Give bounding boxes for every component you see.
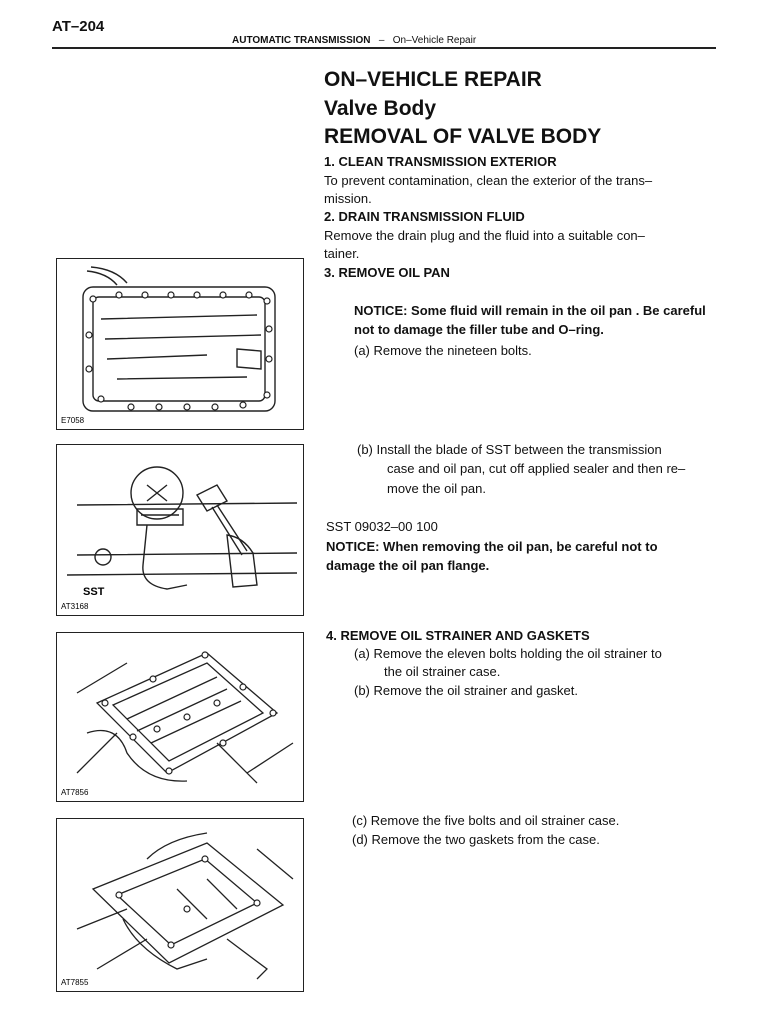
step-4-substep-c: (c) Remove the five bolts and oil strainer case. bbox=[352, 813, 620, 828]
sst-label: SST bbox=[83, 586, 105, 598]
procedure-title: REMOVAL OF VALVE BODY bbox=[324, 125, 602, 148]
page-title: ON–VEHICLE REPAIR bbox=[324, 68, 542, 91]
step-3-substep-a: (a) Remove the nineteen bolts. bbox=[354, 343, 532, 358]
step-1-text-2: mission. bbox=[324, 191, 372, 206]
step-3-substep-b-3: move the oil pan. bbox=[387, 481, 487, 496]
header-separator: – bbox=[378, 35, 385, 46]
oil-strainer-case-illustration bbox=[57, 819, 303, 991]
step-2-text-2: tainer. bbox=[324, 246, 360, 261]
step-3-notice-4: damage the oil pan flange. bbox=[326, 558, 490, 573]
step-1-text-1: To prevent contamination, clean the exterior of the trans– bbox=[324, 173, 653, 188]
sst-removal-illustration bbox=[57, 445, 303, 615]
page-subtitle: Valve Body bbox=[324, 97, 437, 120]
step-4-substep-b: (b) Remove the oil strainer and gasket. bbox=[354, 683, 578, 698]
step-4-title: 4. REMOVE OIL STRAINER AND GASKETS bbox=[326, 628, 590, 643]
step-2-title: 2. DRAIN TRANSMISSION FLUID bbox=[324, 209, 525, 224]
figure-code-at7855: AT7855 bbox=[61, 978, 89, 987]
step-2-text-1: Remove the drain plug and the fluid into a suitable con– bbox=[324, 228, 645, 243]
figure-code-at3168: AT3168 bbox=[61, 602, 89, 611]
header-subsection: On–Vehicle Repair bbox=[392, 35, 477, 46]
step-3-notice-2: not to damage the filler tube and O–ring. bbox=[354, 322, 604, 337]
sst-number: SST 09032–00 100 bbox=[326, 519, 438, 534]
running-header bbox=[232, 35, 476, 46]
figure-oil-pan bbox=[56, 258, 304, 430]
step-3-substep-b-2: case and oil pan, cut off applied sealer and then re– bbox=[387, 461, 686, 476]
figure-code-e7058: E7058 bbox=[61, 416, 85, 425]
figure-oil-strainer-case bbox=[56, 818, 304, 992]
figure-oil-strainer bbox=[56, 632, 304, 802]
step-3-notice-1: NOTICE: Some fluid will remain in the oil pan . Be careful bbox=[354, 303, 706, 318]
figure-sst-removal bbox=[56, 444, 304, 616]
step-3-title: 3. REMOVE OIL PAN bbox=[324, 265, 450, 280]
header-rule bbox=[52, 47, 716, 49]
step-4-substep-d: (d) Remove the two gaskets from the case. bbox=[352, 832, 600, 847]
oil-pan-illustration bbox=[57, 259, 303, 429]
header-section: AUTOMATIC TRANSMISSION bbox=[232, 35, 371, 46]
step-4-substep-a-2: the oil strainer case. bbox=[384, 664, 501, 679]
figure-code-at7856: AT7856 bbox=[61, 788, 89, 797]
step-3-notice-3: NOTICE: When removing the oil pan, be careful not to bbox=[326, 539, 658, 554]
page-number: AT–204 bbox=[52, 18, 105, 35]
step-3-substep-b-1: (b) Install the blade of SST between the transmission bbox=[357, 442, 662, 457]
step-4-substep-a-1: (a) Remove the eleven bolts holding the oil strainer to bbox=[354, 646, 662, 661]
oil-strainer-illustration bbox=[57, 633, 303, 801]
step-1-title: 1. CLEAN TRANSMISSION EXTERIOR bbox=[324, 154, 557, 169]
